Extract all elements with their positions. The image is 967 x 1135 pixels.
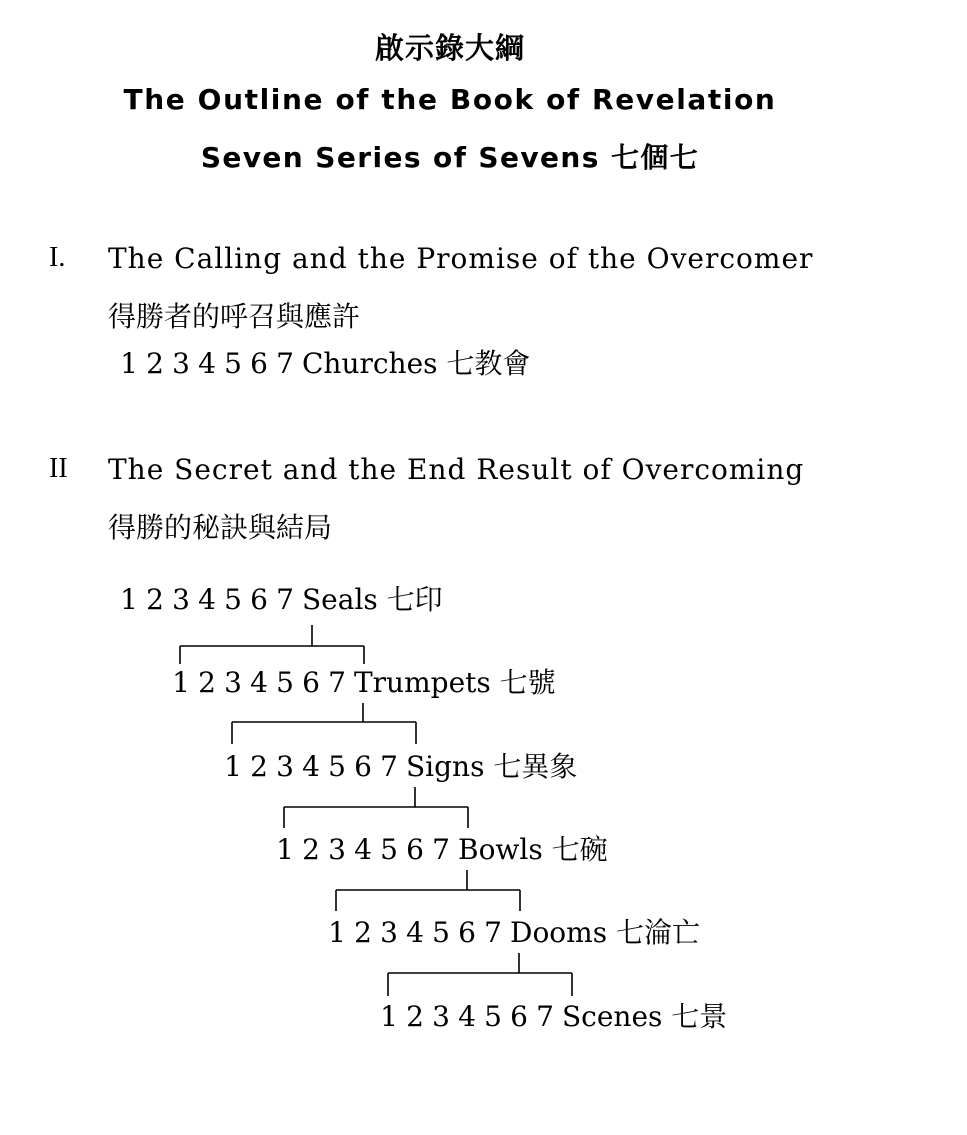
section-2-numeral: II xyxy=(49,453,68,484)
series-number: 6 xyxy=(406,833,424,866)
series-number: 6 xyxy=(250,583,268,616)
series-label: Churches 七教會 xyxy=(302,347,531,380)
series-number: 4 xyxy=(458,1000,476,1033)
series-dooms xyxy=(324,915,700,951)
series-label: Trumpets 七號 xyxy=(354,666,556,699)
series-number: 2 xyxy=(406,1000,424,1033)
series-number: 6 xyxy=(250,347,268,380)
series-signs xyxy=(220,749,577,785)
series-number: 3 xyxy=(224,666,242,699)
series-number: 1 xyxy=(172,666,190,699)
series-number: 2 xyxy=(354,916,372,949)
series-number: 7 xyxy=(380,750,398,783)
series-number: 4 xyxy=(406,916,424,949)
connector-trumpets-signs xyxy=(232,703,416,744)
series-number: 5 xyxy=(484,1000,502,1033)
connector-dooms-scenes xyxy=(388,953,572,996)
series-label: Seals 七印 xyxy=(302,583,443,616)
series-number: 6 xyxy=(510,1000,528,1033)
series-number: 7 xyxy=(432,833,450,866)
series-label: Bowls 七碗 xyxy=(458,833,608,866)
series-number: 7 xyxy=(484,916,502,949)
series-number: 6 xyxy=(354,750,372,783)
series-number: 7 xyxy=(328,666,346,699)
series-number: 2 xyxy=(302,833,320,866)
series-number: 4 xyxy=(198,583,216,616)
series-number: 4 xyxy=(302,750,320,783)
series-number: 5 xyxy=(224,583,242,616)
series-number: 1 xyxy=(328,916,346,949)
series-number: 2 xyxy=(198,666,216,699)
series-number: 3 xyxy=(328,833,346,866)
series-number: 1 xyxy=(380,1000,398,1033)
series-number: 1 xyxy=(120,347,138,380)
connector-signs-bowls xyxy=(284,787,468,828)
series-number: 1 xyxy=(120,583,138,616)
connector-bowls-dooms xyxy=(336,870,520,911)
series-number: 6 xyxy=(458,916,476,949)
series-churches xyxy=(116,346,530,382)
page-title: The Outline of the Book of Revelation xyxy=(123,83,777,116)
page-title-chinese: 啟示錄大綱 xyxy=(374,31,525,65)
series-label: Dooms 七淪亡 xyxy=(510,916,700,949)
series-number: 3 xyxy=(276,750,294,783)
series-number: 3 xyxy=(380,916,398,949)
series-trumpets xyxy=(168,665,556,701)
series-number: 7 xyxy=(276,347,294,380)
series-seals xyxy=(116,582,443,618)
series-number: 1 xyxy=(276,833,294,866)
series-number: 5 xyxy=(380,833,398,866)
series-number: 2 xyxy=(146,347,164,380)
series-number: 6 xyxy=(302,666,320,699)
series-number: 7 xyxy=(536,1000,554,1033)
series-number: 5 xyxy=(224,347,242,380)
series-number: 3 xyxy=(172,347,190,380)
series-number: 4 xyxy=(198,347,216,380)
series-number: 1 xyxy=(224,750,242,783)
series-number: 7 xyxy=(276,583,294,616)
section-2-title-chinese: 得勝的秘訣與結局 xyxy=(108,511,333,544)
section-1-title-chinese: 得勝者的呼召與應許 xyxy=(108,300,361,333)
series-number: 2 xyxy=(250,750,268,783)
series-scenes xyxy=(376,999,727,1035)
series-number: 3 xyxy=(432,1000,450,1033)
series-number: 3 xyxy=(172,583,190,616)
series-label: Signs 七異象 xyxy=(406,750,578,783)
series-number: 4 xyxy=(250,666,268,699)
section-2-title: The Secret and the End Result of Overcoming xyxy=(108,453,805,486)
connector-seals-trumpets xyxy=(180,625,364,664)
section-1-numeral: I. xyxy=(49,242,66,273)
series-number: 2 xyxy=(146,583,164,616)
series-bowls xyxy=(272,832,608,868)
page-subtitle: Seven Series of Sevens 七個七 xyxy=(200,141,700,174)
section-1-title: The Calling and the Promise of the Overcomer xyxy=(108,242,814,275)
series-number: 5 xyxy=(328,750,346,783)
series-number: 4 xyxy=(354,833,372,866)
series-number: 5 xyxy=(432,916,450,949)
series-number: 5 xyxy=(276,666,294,699)
series-label: Scenes 七景 xyxy=(562,1000,728,1033)
